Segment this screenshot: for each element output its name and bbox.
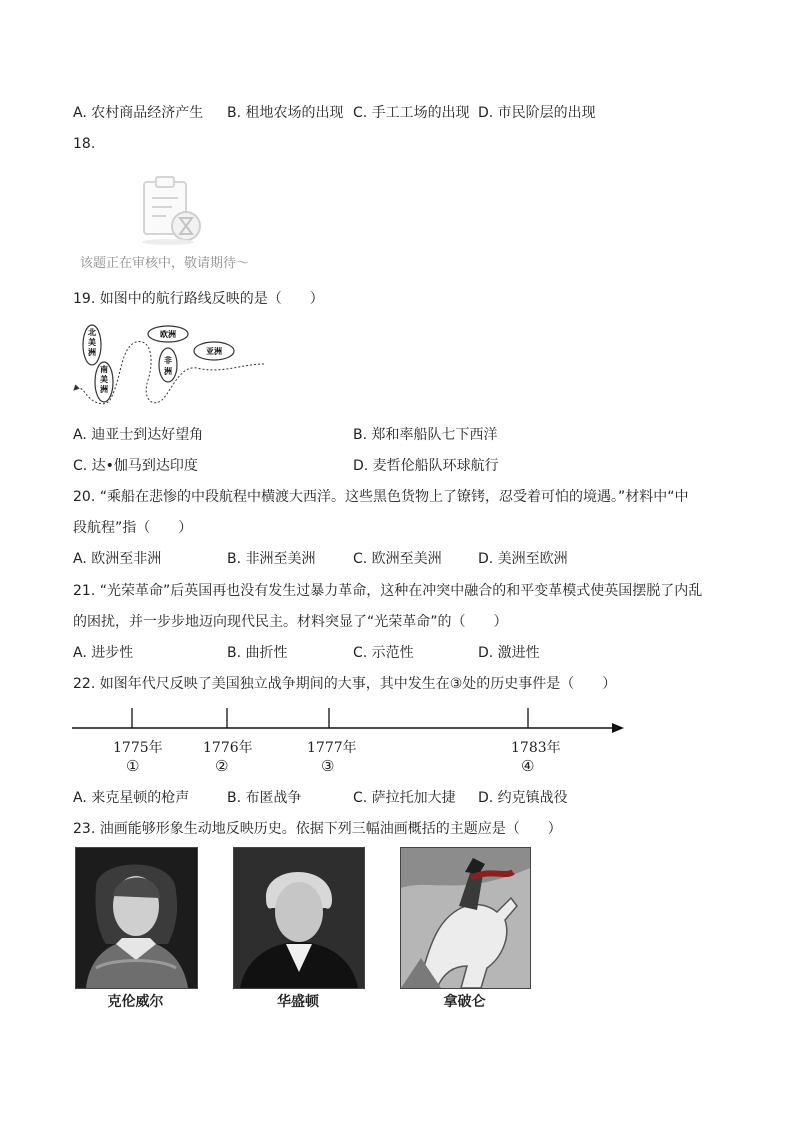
timeline-mark-2: ② bbox=[215, 757, 229, 775]
under-review-icon bbox=[138, 174, 208, 246]
q21-stem-line2: 的困扰，并一步步地迈向现代民主。材料突显了“光荣革命”的（ ） bbox=[73, 614, 508, 630]
q19-stem: 19. 如图中的航行路线反映的是（ ） bbox=[73, 291, 324, 307]
q17-option-c: C. 手工工场的出现 bbox=[353, 105, 470, 121]
timeline-mark-4: ④ bbox=[521, 757, 535, 775]
q22-option-a: A. 来克星顿的枪声 bbox=[73, 790, 190, 806]
map-label-north-america-3: 洲 bbox=[88, 348, 96, 357]
timeline-year-4: 1783年 bbox=[511, 740, 561, 756]
q21-option-b: B. 曲折性 bbox=[227, 645, 288, 661]
q17-option-b: B. 租地农场的出现 bbox=[227, 105, 344, 121]
q20-stem-line1: 20. “乘船在悲惨的中段航程中横渡大西洋。这些黑色货物上了镣铐，忍受着可怕的境遇。”材料中“中 bbox=[73, 489, 689, 505]
q17-option-d: D. 市民阶层的出现 bbox=[478, 105, 596, 121]
timeline-axis bbox=[72, 704, 630, 740]
q20-option-b: B. 非洲至美洲 bbox=[227, 551, 316, 567]
q21-option-c: C. 示范性 bbox=[353, 645, 414, 661]
q19-option-d: D. 麦哲伦船队环球航行 bbox=[353, 458, 499, 474]
washington-portrait bbox=[233, 847, 365, 989]
q21-stem-line1: 21. “光荣革命”后英国再也没有发生过暴力革命，这种在冲突中融合的和平变革模式使英国摆脱了内乱 bbox=[73, 583, 703, 599]
map-label-south-america-2: 美 bbox=[100, 375, 108, 384]
q21-option-d: D. 激进性 bbox=[478, 645, 540, 661]
q20-option-c: C. 欧洲至美洲 bbox=[353, 551, 442, 567]
q20-option-d: D. 美洲至欧洲 bbox=[478, 551, 568, 567]
timeline-mark-1: ① bbox=[126, 757, 140, 775]
q19-option-c: C. 达•伽马到达印度 bbox=[73, 458, 198, 474]
timeline-year-3: 1777年 bbox=[307, 740, 357, 756]
q20-stem-line2: 段航程”指（ ） bbox=[73, 520, 193, 536]
timeline-year-1: 1775年 bbox=[113, 740, 163, 756]
q17-option-a: A. 农村商品经济产生 bbox=[73, 105, 204, 121]
q20-option-a: A. 欧洲至非洲 bbox=[73, 551, 162, 567]
voyage-route-map bbox=[72, 318, 266, 410]
map-label-north-america-2: 美 bbox=[88, 338, 96, 347]
cromwell-portrait bbox=[75, 847, 198, 989]
q19-option-b: B. 郑和率船队七下西洋 bbox=[353, 427, 498, 443]
map-label-asia: 亚洲 bbox=[206, 347, 222, 356]
map-label-south-america-3: 洲 bbox=[100, 385, 108, 394]
q23-stem: 23. 油画能够形象生动地反映历史。依据下列三幅油画概括的主题应是（ ） bbox=[73, 821, 562, 837]
q19-option-a: A. 迪亚士到达好望角 bbox=[73, 427, 204, 443]
caption-washington: 华盛顿 bbox=[277, 994, 319, 1010]
timeline-mark-3: ③ bbox=[321, 757, 335, 775]
map-label-north-america-1: 北 bbox=[88, 328, 96, 337]
q18-number: 18. bbox=[73, 136, 96, 152]
timeline-year-2: 1776年 bbox=[203, 740, 253, 756]
caption-cromwell: 克伦威尔 bbox=[107, 994, 164, 1010]
q21-option-a: A. 进步性 bbox=[73, 645, 134, 661]
map-label-europe: 欧洲 bbox=[160, 330, 176, 339]
napoleon-portrait bbox=[400, 847, 531, 989]
q22-option-b: B. 布匿战争 bbox=[227, 790, 302, 806]
caption-napoleon: 拿破仑 bbox=[443, 994, 486, 1010]
q22-stem: 22. 如图年代尺反映了美国独立战争期间的大事，其中发生在③处的历史事件是（ ） bbox=[73, 676, 617, 692]
q22-option-d: D. 约克镇战役 bbox=[478, 790, 568, 806]
q22-option-c: C. 萨拉托加大捷 bbox=[353, 790, 456, 806]
map-label-africa-2: 洲 bbox=[164, 367, 172, 376]
map-label-south-america-1: 南 bbox=[100, 365, 108, 374]
map-label-africa-1: 非 bbox=[164, 356, 172, 365]
under-review-note: 该题正在审核中，敬请期待～ bbox=[80, 256, 250, 271]
